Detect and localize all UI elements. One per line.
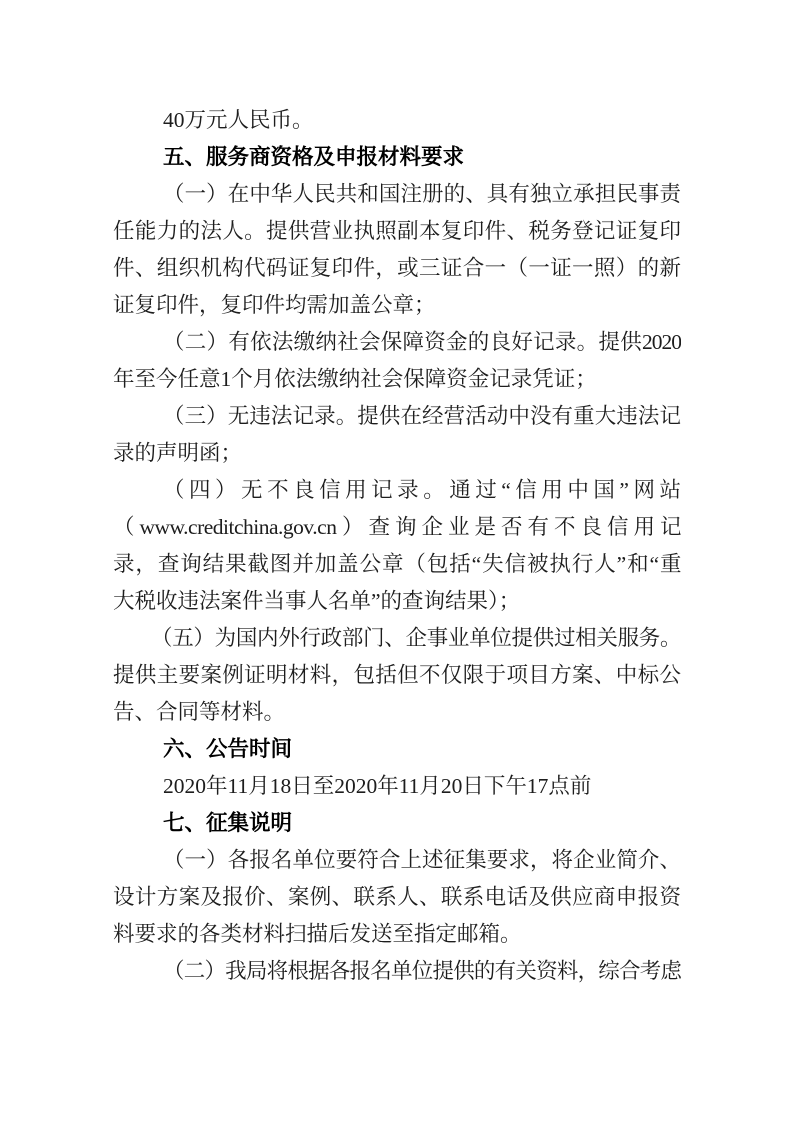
paragraph-line: （一）各报名单位要符合上述征集要求，将企业简介、	[163, 848, 681, 872]
paragraph-line: 40万元人民币。	[163, 108, 314, 132]
section-heading-five: 五、服务商资格及申报材料要求	[163, 145, 465, 169]
paragraph-line: 任能力的法人。提供营业执照副本复印件、税务登记证复印	[113, 219, 681, 243]
paragraph-line: （二）有依法缴纳社会保障资金的良好记录。提供2020	[163, 330, 681, 354]
paragraph-line: 录的声明函；	[113, 441, 243, 465]
paragraph-line: 证复印件，复印件均需加盖公章；	[113, 293, 436, 317]
paragraph-line: 件、组织机构代码证复印件，或三证合一（一证一照）的新	[113, 256, 681, 280]
paragraph-line: 提供主要案例证明材料，包括但不仅限于项目方案、中标公	[113, 663, 681, 687]
paragraph-line: （五）为国内外行政部门、企事业单位提供过相关服务。	[151, 626, 681, 650]
paragraph-line: （二）我局将根据各报名单位提供的有关资料，综合考虑	[163, 959, 681, 983]
paragraph-line: （三）无违法记录。提供在经营活动中没有重大违法记	[163, 404, 681, 428]
paragraph-line: （一）在中华人民共和国注册的、具有独立承担民事责	[163, 182, 681, 206]
paragraph-line: 大税收违法案件当事人名单”的查询结果）；	[113, 589, 521, 613]
paragraph-line: 录，查询结果截图并加盖公章（包括“失信被执行人”和“重	[113, 552, 681, 576]
paragraph-line: （四）无不良信用记录。通过“信用中国”网站	[163, 478, 681, 502]
paragraph-line: 设计方案及报价、案例、联系人、联系电话及供应商申报资	[113, 885, 681, 909]
credit-china-url-line: （www.creditchina.gov.cn）查询企业是否有不良信用记	[113, 515, 681, 539]
announcement-time-line: 2020年11月18日至2020年11月20日下午17点前	[163, 774, 592, 798]
paragraph-line: 料要求的各类材料扫描后发送至指定邮箱。	[113, 922, 522, 946]
paragraph-line: 年至今任意1个月依法缴纳社会保障资金记录凭证；	[113, 367, 597, 391]
paragraph-line: 告、合同等材料。	[113, 700, 286, 724]
section-heading-six: 六、公告时间	[163, 737, 293, 761]
section-heading-seven: 七、征集说明	[163, 811, 293, 835]
